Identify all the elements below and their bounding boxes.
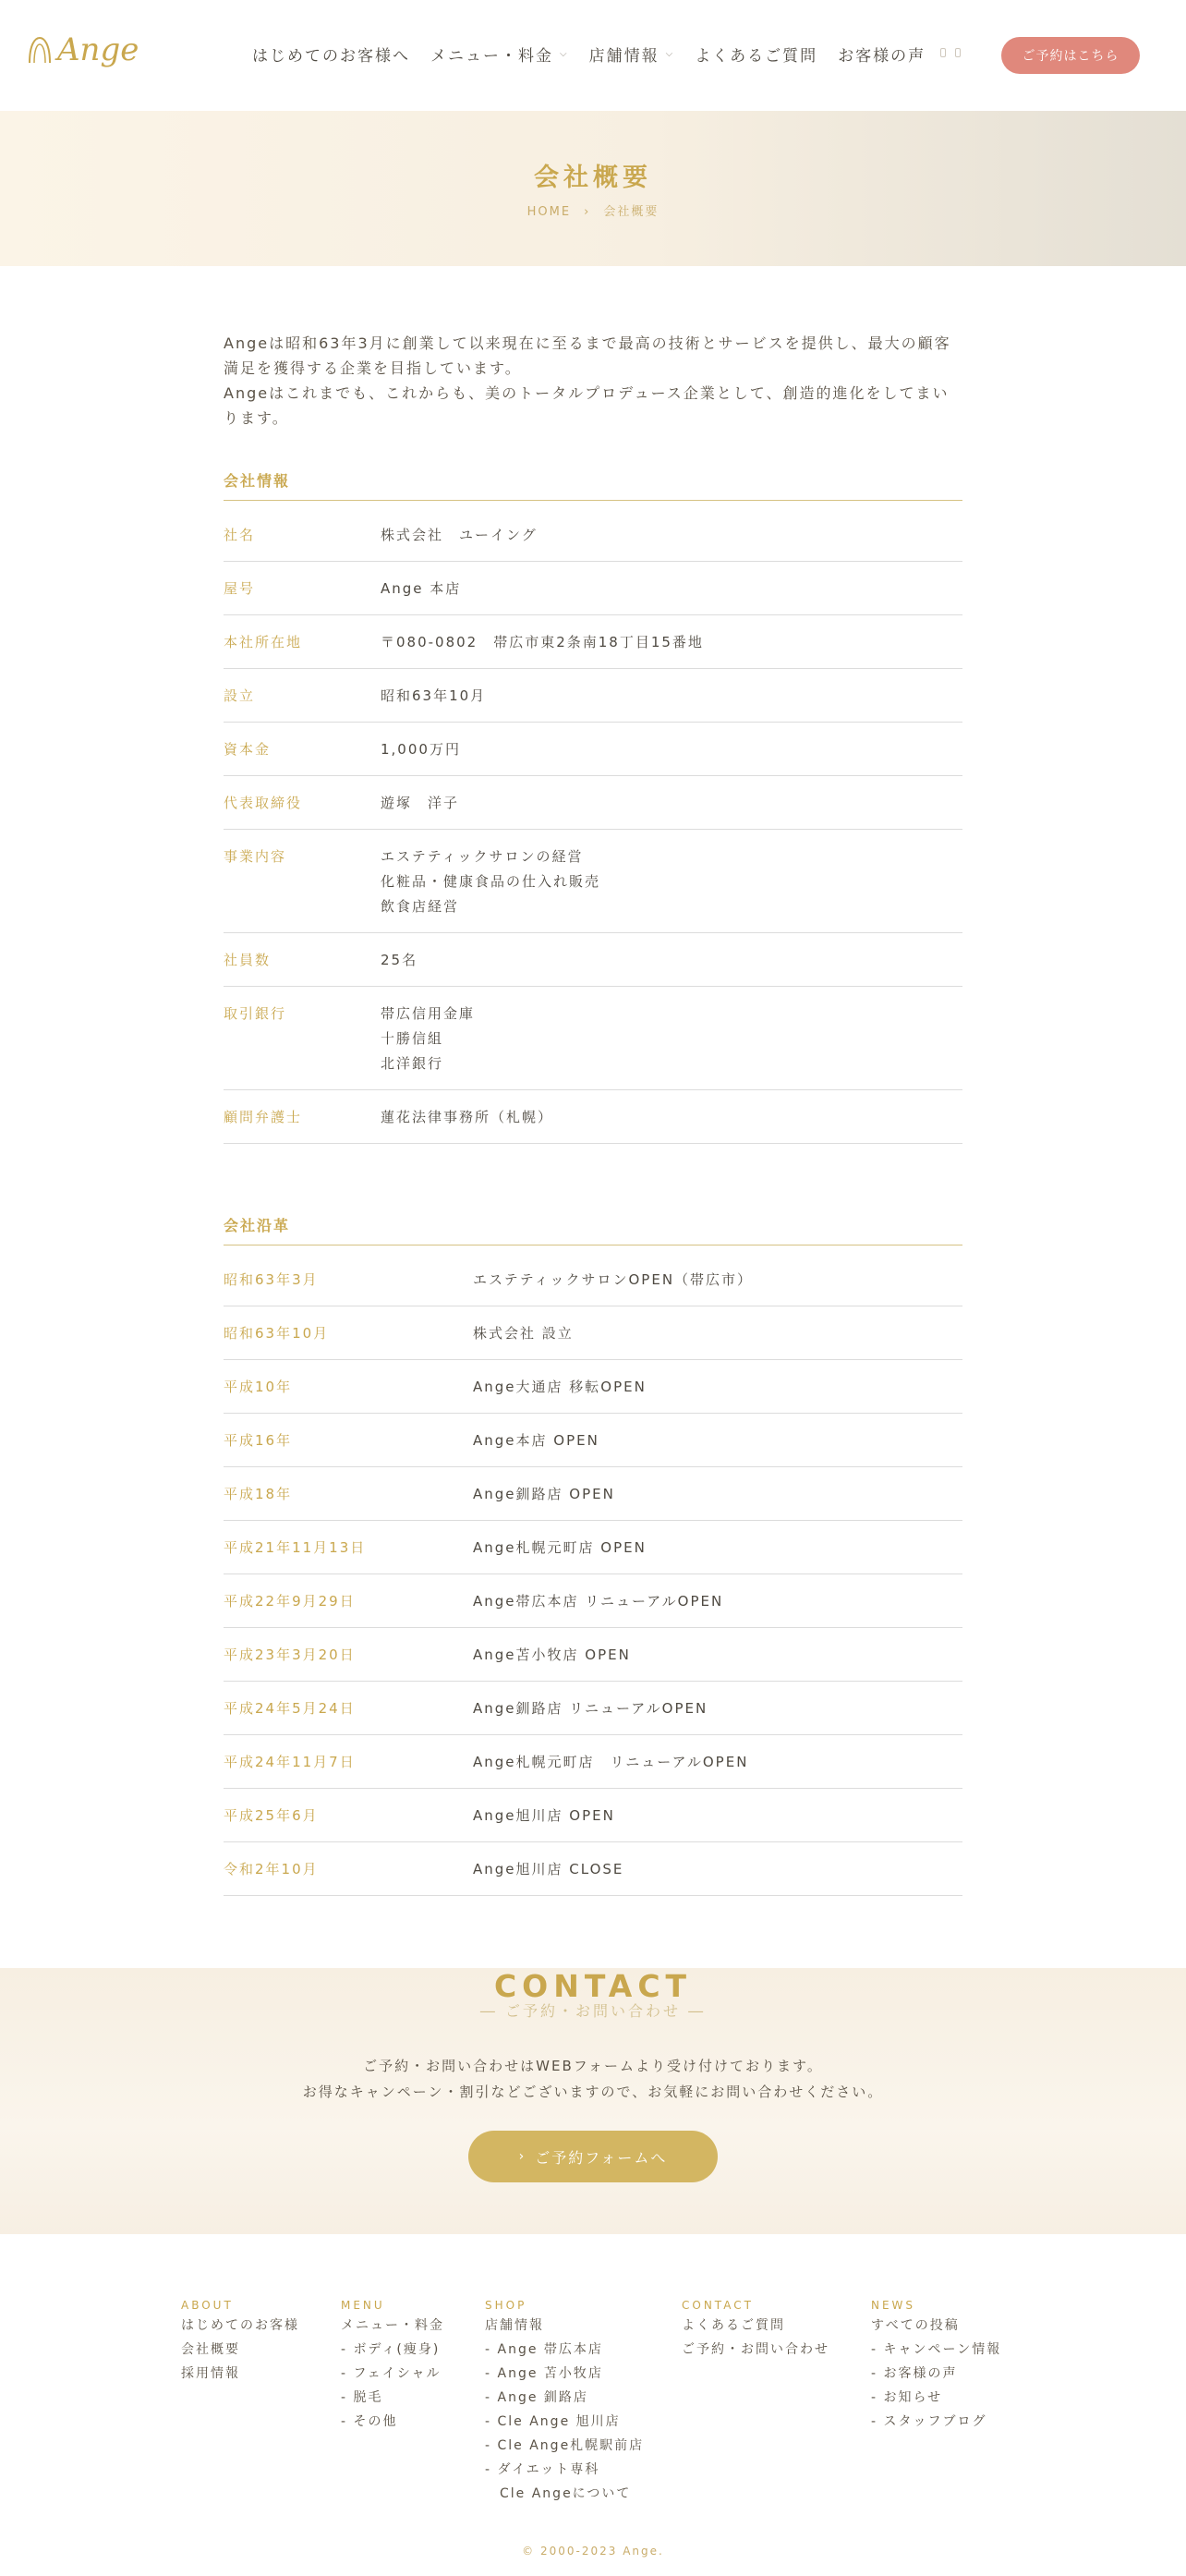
row-label: 顧問弁護士 [224,1109,303,1125]
contact-title: CONTACT [493,1968,693,2004]
footer-column [682,2299,829,2362]
nav-label: お客様の声 [838,47,926,66]
breadcrumb-current: 会社概要 [603,205,660,219]
row-value [473,1268,753,1306]
table-row [224,987,962,1090]
row-value [473,1643,631,1681]
main-nav [252,43,946,66]
row-value [381,737,461,775]
logo-text: Ange [57,31,139,68]
row-label: 平成24年5月24日 [224,1700,356,1717]
contact-section [0,1968,1186,2234]
row-value [473,1536,647,1574]
row-label: 令和2年10月 [224,1861,319,1877]
row-label: 平成21年11月13日 [224,1539,367,1556]
row-value [381,630,704,668]
footer-link[interactable]: 採用情報 [181,2366,240,2381]
row-label: 資本金 [224,741,272,758]
row-value [473,1589,723,1627]
row-value-line: 北洋銀行 [381,1055,444,1072]
footer-link[interactable]: - キャンペーン情報 [871,2342,1002,2357]
row-value [381,523,538,561]
row-value-line: Ange旭川店 OPEN [473,1807,615,1824]
row-label: 平成24年11月7日 [224,1754,356,1770]
nav-item-faq[interactable] [695,43,817,66]
sns-links [940,48,961,57]
row-value-line: Ange本店 OPEN [473,1432,599,1449]
table-row [224,1574,962,1628]
nav-label: メニュー・料金 [430,47,553,66]
row-value [381,791,459,829]
row-value [473,1375,647,1413]
footer-column [341,2299,444,2434]
table-row [224,933,962,987]
chevron-right-icon: › [518,2149,526,2164]
nav-label: はじめてのお客様へ [252,47,410,66]
footer-link[interactable]: - お客様の声 [871,2366,958,2381]
row-value-line: Ange札幌元町店 リニューアルOPEN [473,1754,749,1770]
row-label: 社員数 [224,952,272,968]
contact-line: お得なキャンペーン・割引などございますので、お気軽にお問い合わせください。 [302,2084,884,2100]
row-value-line: 株式会社 設立 [473,1325,574,1342]
footer-link[interactable]: - お知らせ [871,2390,943,2405]
table-row [224,1467,962,1521]
table-row [224,723,962,776]
footer-link[interactable]: - Cle Ange 旭川店 [485,2414,621,2429]
reserve-button[interactable]: ご予約はこちら [1001,37,1140,74]
row-value [473,1696,708,1734]
page-hero [0,111,1186,266]
footer-column-heading: MENU [341,2299,385,2312]
table-row [224,1682,962,1735]
page-title: 会社概要 [534,164,652,192]
row-value-line: 昭和63年10月 [381,687,487,704]
row-value [381,577,461,614]
row-label: 昭和63年10月 [224,1325,330,1342]
copyright: © 2000-2023 Ange. [522,2545,664,2558]
footer-link[interactable]: Cle Angeについて [485,2486,632,2501]
row-value [473,1321,574,1359]
logo-mark-icon [26,35,54,65]
table-row [224,669,962,723]
site-footer [0,2234,1186,2576]
row-value-line: Ange札幌元町店 OPEN [473,1539,647,1556]
row-label: 設立 [224,687,256,704]
row-value-line: Ange大通店 移転OPEN [473,1379,647,1395]
row-value-line: エステティックサロンOPEN（帯広市） [473,1271,754,1288]
row-value-line: 25名 [381,952,418,968]
nav-item-voice[interactable] [838,43,926,66]
table-row [224,830,962,933]
row-label: 事業内容 [224,848,287,865]
footer-link[interactable]: - Ange 帯広本店 [485,2342,603,2357]
row-value [473,1857,623,1895]
footer-link[interactable]: 会社概要 [181,2342,240,2357]
row-value-line: 蓮花法律事務所（札幌） [381,1109,554,1125]
footer-link[interactable]: - ダイエット専科 [485,2462,600,2477]
row-value-line: 化粧品・健康食品の仕入れ販売 [381,873,601,890]
footer-link[interactable]: - 脱毛 [341,2390,383,2405]
table-row [224,1842,962,1896]
table-row [224,1628,962,1682]
row-label: 昭和63年3月 [224,1271,319,1288]
contact-line: ご予約・お問い合わせはWEBフォームより受け付けております。 [363,2058,823,2074]
table-row [224,1521,962,1574]
row-label: 本社所在地 [224,634,303,650]
row-label: 平成23年3月20日 [224,1646,356,1663]
row-value-line: 飲食店経営 [381,898,460,915]
breadcrumb-home-link[interactable]: HOME [526,205,572,219]
row-label: 平成16年 [224,1432,293,1449]
footer-column [485,2299,644,2506]
table-row [224,1360,962,1414]
nav-item-first-time[interactable] [252,43,410,66]
row-value [381,684,486,722]
intro-text [224,331,962,431]
footer-column-heading: CONTACT [682,2299,754,2312]
row-label: 平成18年 [224,1486,293,1502]
intro-paragraph: Angeは昭和63年3月に創業して以来現在に至るまで最高の技術とサービスを提供し、最大の顧客満足を獲得する企業を目指しています。 [224,334,951,377]
company-info-table [224,508,962,1144]
reserve-form-button[interactable] [468,2131,718,2182]
row-value-line: 1,000万円 [381,741,461,758]
row-value-line: 十勝信組 [381,1030,444,1047]
contact-text [0,2053,1186,2105]
row-value [473,1750,748,1788]
row-value-line: エステティックサロンの経営 [381,848,584,865]
logo[interactable] [26,31,139,68]
footer-link[interactable]: はじめてのお客様 [181,2318,299,2333]
table-row [224,508,962,562]
row-value [381,948,418,986]
chevron-down-icon: ⌵ [560,49,569,59]
row-value-line: 〒080-0802 帯広市東2条南18丁目15番地 [381,634,704,650]
table-row [224,1414,962,1467]
table-row [224,1789,962,1842]
site-header [0,0,1186,111]
row-value-line: Ange釧路店 OPEN [473,1486,615,1502]
row-value-line: 帯広信用金庫 [381,1005,476,1022]
row-value-line: Ange帯広本店 リニューアルOPEN [473,1593,724,1610]
breadcrumb-separator-icon: › [584,205,591,219]
footer-link[interactable]: - スタッフブログ [871,2414,987,2429]
row-value [473,1482,615,1520]
footer-link[interactable]: - その他 [341,2414,398,2429]
footer-link[interactable]: - Ange 苫小牧店 [485,2366,603,2381]
footer-link[interactable]: - Ange 釧路店 [485,2390,588,2405]
table-row [224,1735,962,1789]
footer-column-heading: NEWS [871,2299,916,2312]
row-value [473,1428,599,1466]
footer-column-heading: SHOP [485,2299,527,2312]
footer-link[interactable]: よくあるご質問 [682,2318,785,2333]
nav-label: よくあるご質問 [695,47,818,66]
history-heading: 会社沿革 [224,1214,962,1245]
footer-column [181,2299,299,2386]
footer-link[interactable]: - ボディ(痩身) [341,2342,441,2357]
nav-item-shop[interactable] [589,43,675,66]
footer-column [871,2299,1001,2434]
breadcrumb [0,201,1186,219]
table-row [224,776,962,830]
reserve-form-button-label: ご予約フォームへ [535,2148,668,2167]
row-value-line: Ange旭川店 CLOSE [473,1861,624,1877]
company-info-heading: 会社情報 [224,469,962,501]
row-value [473,1804,615,1841]
row-value-line: Ange 本店 [381,580,462,597]
footer-link[interactable]: - Cle Ange札幌駅前店 [485,2438,645,2453]
row-label: 平成10年 [224,1379,293,1395]
table-row [224,1090,962,1144]
row-label: 代表取締役 [224,795,303,811]
table-row [224,1306,962,1360]
footer-link[interactable]: すべての投稿 [871,2318,960,2333]
row-value-line: 遊塚 洋子 [381,795,460,811]
chevron-down-icon: ⌵ [665,49,675,59]
row-value [381,844,600,932]
instagram-icon[interactable] [940,48,946,57]
row-label: 取引銀行 [224,1005,287,1022]
row-value-line: 株式会社 ユーイング [381,527,538,543]
row-value-line: Ange苫小牧店 OPEN [473,1646,631,1663]
intro-paragraph: Angeはこれまでも、これからも、美のトータルプロデュース企業として、創造的進化をしてまいります。 [224,384,950,427]
line-icon[interactable] [955,48,961,57]
row-label: 平成22年9月29日 [224,1593,356,1610]
table-row [224,562,962,615]
nav-item-menu[interactable] [430,43,569,66]
nav-label: 店舗情報 [588,47,660,66]
row-label: 平成25年6月 [224,1807,319,1824]
row-label: 社名 [224,527,256,543]
footer-column-heading: ABOUT [181,2299,234,2312]
row-value [381,1105,553,1143]
footer-link[interactable]: メニュー・料金 [341,2318,444,2333]
table-row [224,615,962,669]
table-row [224,1253,962,1306]
row-value [381,1002,475,1089]
history-table [224,1253,962,1896]
footer-link[interactable]: ご予約・お問い合わせ [682,2342,829,2357]
row-label: 屋号 [224,580,256,597]
row-value-line: Ange釧路店 リニューアルOPEN [473,1700,708,1717]
footer-link[interactable]: 店舗情報 [485,2318,544,2333]
footer-link[interactable]: - フェイシャル [341,2366,442,2381]
contact-subtitle: ― ご予約・お問い合わせ ― [479,2002,707,2020]
